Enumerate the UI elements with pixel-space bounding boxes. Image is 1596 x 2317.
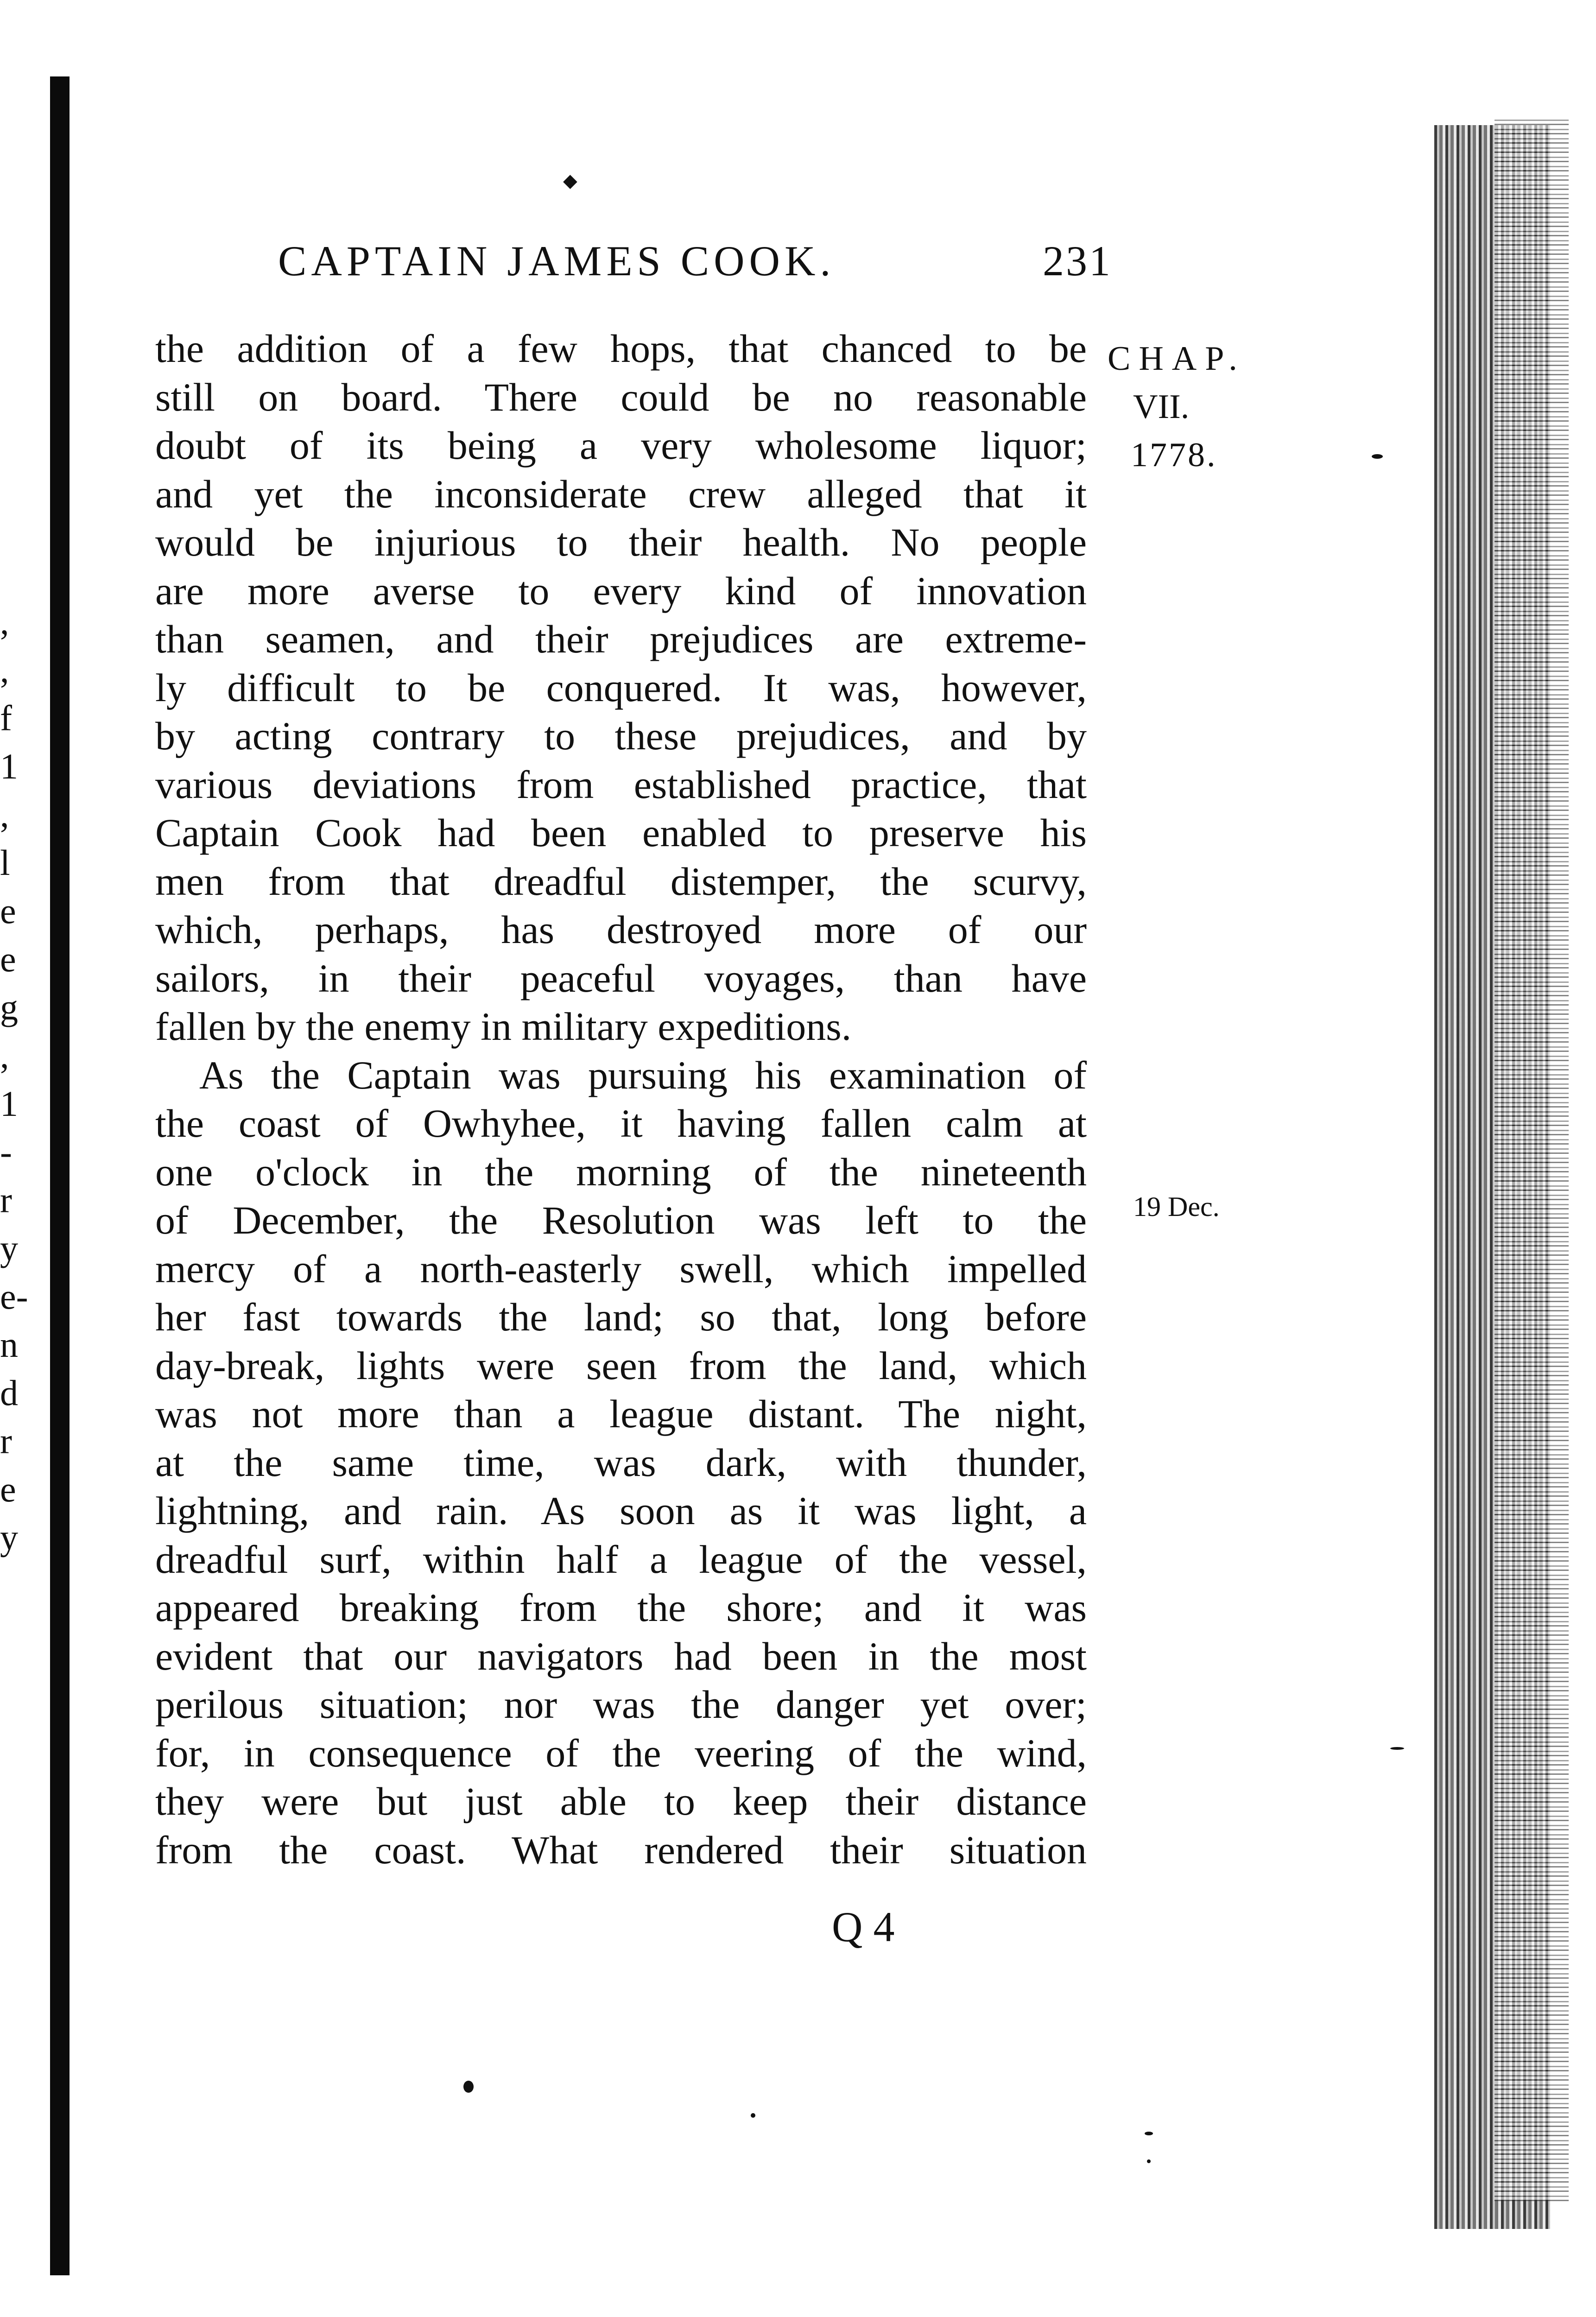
scan-speck: [1145, 2132, 1153, 2135]
text-line: than seamen, and their prejudices are extreme-: [155, 617, 1087, 661]
fragment: y: [0, 1517, 18, 1557]
text-line: mercy of a north-easterly swell, which impelled: [155, 1246, 1087, 1291]
text-line: still on board. There could be no reasonable: [155, 374, 1087, 419]
text-line: from the coast. What rendered their situation: [155, 1827, 1087, 1872]
running-header: [278, 236, 1112, 285]
text-line: and yet the inconsiderate crew alleged that it: [155, 471, 1087, 516]
fragment: g: [0, 987, 18, 1027]
text-line: the coast of Owhyhee, it having fallen calm at: [155, 1101, 1087, 1146]
fragment: ,: [0, 650, 9, 690]
fragment: f: [0, 698, 12, 738]
fragment: e-: [0, 1276, 28, 1317]
text-line: sailors, in their peaceful voyages, than have: [155, 956, 1087, 1000]
fragment: l: [0, 842, 10, 883]
fragment: ,: [0, 794, 9, 835]
margin-year: 1778.: [1131, 436, 1217, 474]
fragment: y: [0, 1228, 18, 1268]
text-line: various deviations from established practice, that: [155, 762, 1087, 807]
fragment: r: [0, 1180, 12, 1220]
fragment: e: [0, 891, 16, 931]
margin-date: 19 Dec.: [1133, 1191, 1220, 1222]
text-line: for, in consequence of the veering of the wind,: [155, 1730, 1087, 1775]
text-line: ly difficult to be conquered. It was, however,: [155, 665, 1087, 710]
text-line: one o'clock in the morning of the nineteenth: [155, 1149, 1087, 1194]
page-number: 231: [1043, 237, 1112, 285]
scan-speck: [463, 2081, 474, 2093]
text-line: perilous situation; nor was the danger yet over;: [155, 1682, 1087, 1727]
fragment: e: [0, 939, 16, 979]
body-text: [155, 324, 1087, 1874]
scan-speck: [1372, 454, 1383, 459]
text-line: which, perhaps, has destroyed more of our: [155, 907, 1087, 952]
fragment: 1: [0, 746, 18, 786]
text-line: Captain Cook had been enabled to preserve his: [155, 810, 1087, 855]
page-edge-scan-noise-inner: [1495, 116, 1569, 2201]
text-line: was not more than a league distant. The night,: [155, 1392, 1087, 1436]
running-title: CAPTAIN JAMES COOK.: [278, 237, 836, 285]
text-line: doubt of its being a very wholesome liquor;: [155, 423, 1087, 468]
margin-chapter-number: VII.: [1133, 388, 1190, 426]
scan-speck: [1390, 1747, 1404, 1750]
text-line: appeared breaking from the shore; and it was: [155, 1585, 1087, 1630]
text-line: day-break, lights were seen from the land, which: [155, 1343, 1087, 1388]
fragment: ,: [0, 601, 9, 642]
text-line: lightning, and rain. As soon as it was light, a: [155, 1488, 1087, 1533]
facing-page-fragments: [0, 598, 46, 1562]
text-line: by acting contrary to these prejudices, and by: [155, 714, 1087, 758]
margin-chapter-label: CHAP.: [1108, 340, 1246, 378]
fragment: d: [0, 1373, 18, 1413]
scan-speck: [751, 2113, 755, 2118]
fragment: r: [0, 1421, 12, 1461]
scan-speck: [1147, 2159, 1151, 2163]
paragraph-first-line: As the Captain was pursuing his examination of: [199, 1052, 1087, 1097]
text-line: evident that our navigators had been in the most: [155, 1633, 1087, 1678]
text-line: would be injurious to their health. No people: [155, 520, 1087, 564]
text-line: they were but just able to keep their distance: [155, 1779, 1087, 1823]
fragment: e: [0, 1469, 16, 1509]
text-line: dreadful surf, within half a league of the vessel,: [155, 1537, 1087, 1582]
fleuron-ornament: ◆: [563, 170, 577, 191]
binding-shadow: [50, 76, 70, 2275]
catchword: Q 4: [832, 1903, 895, 1950]
text-line: her fast towards the land; so that, long before: [155, 1295, 1087, 1339]
text-line: fallen by the enemy in military expeditions.: [155, 1004, 852, 1049]
text-line: the addition of a few hops, that chanced to be: [155, 326, 1087, 371]
text-line: men from that dreadful distemper, the scurvy,: [155, 859, 1087, 904]
fragment: n: [0, 1324, 18, 1365]
fragment: 1: [0, 1083, 18, 1124]
fragment: -: [0, 1132, 12, 1172]
fragment: ,: [0, 1035, 9, 1076]
text-line: of December, the Resolution was left to the: [155, 1198, 1087, 1242]
text-line: at the same time, was dark, with thunder,: [155, 1440, 1087, 1485]
text-line: are more averse to every kind of innovation: [155, 568, 1087, 613]
